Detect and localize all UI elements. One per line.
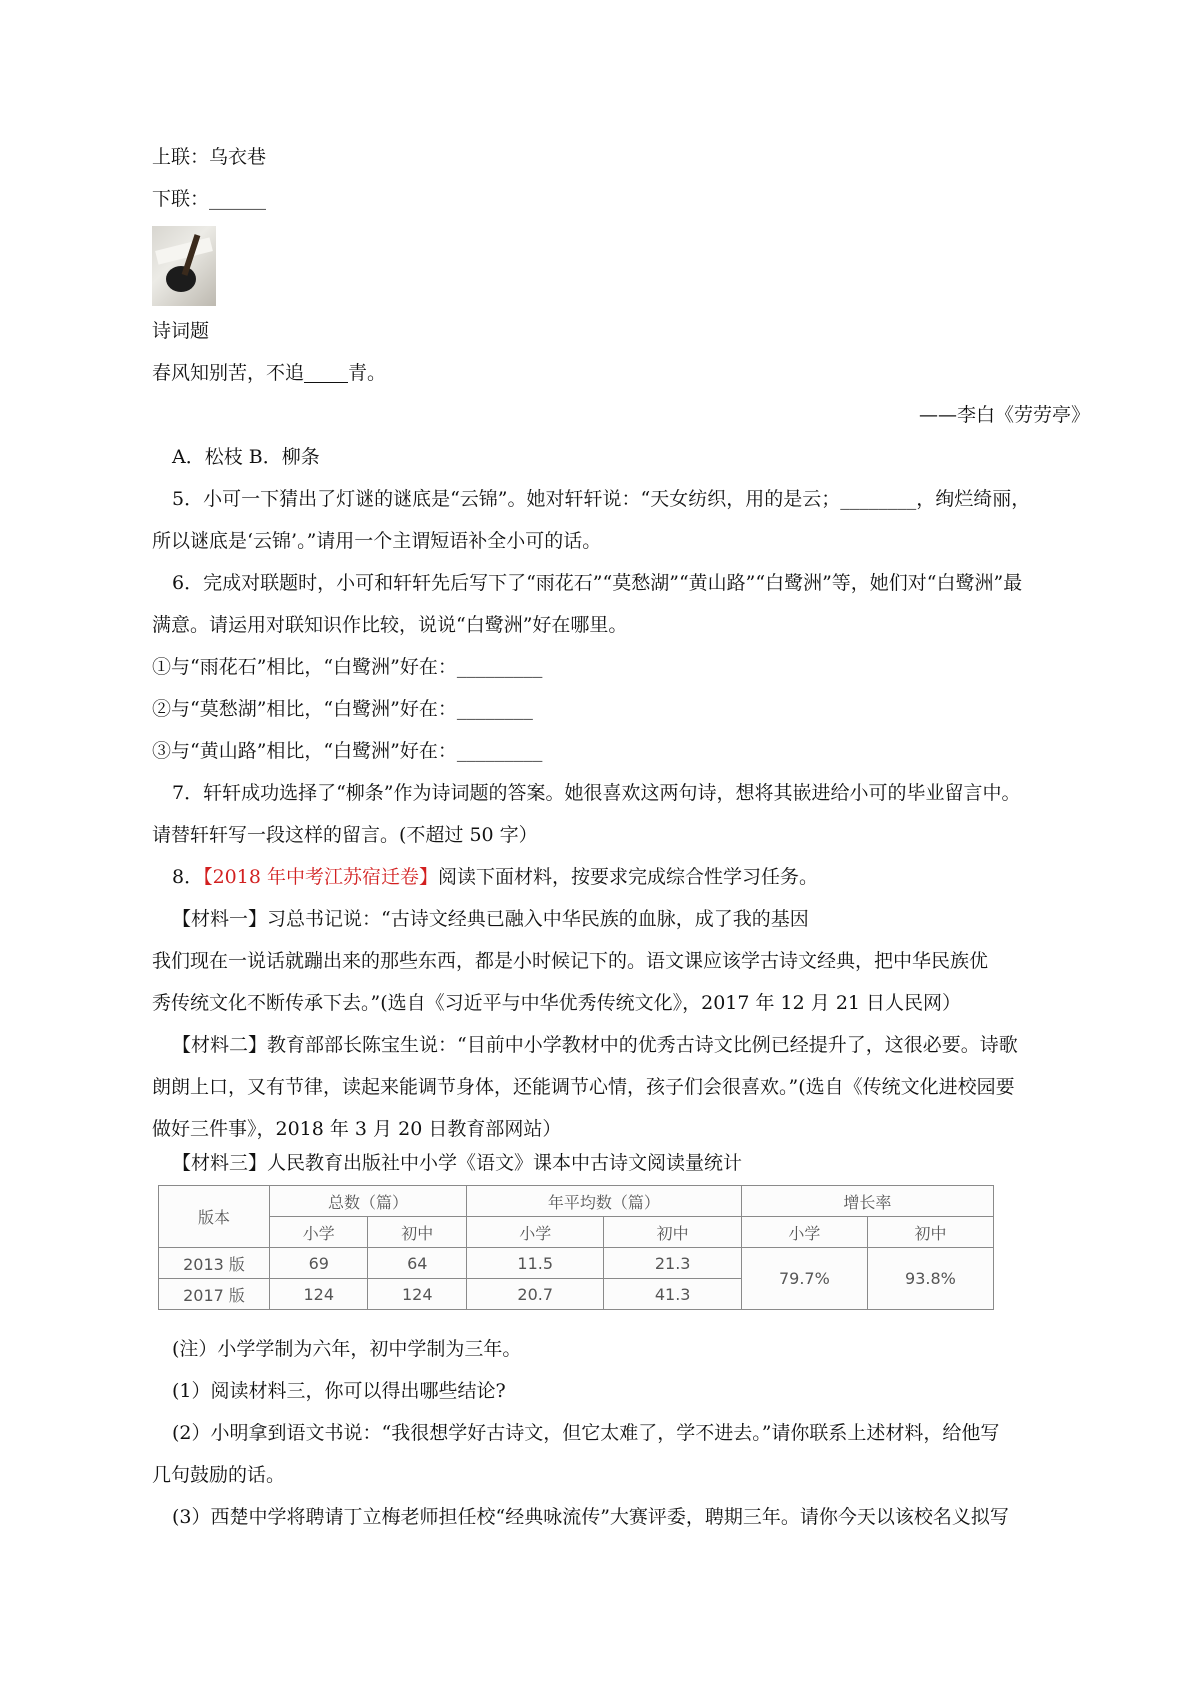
table-sub-junior: 初中 (368, 1217, 467, 1248)
poem-attribution: ——李白《劳劳亭》 (918, 404, 1090, 426)
poem-line: 春风知别苦，不追 青。 (152, 362, 387, 384)
sub-question-3: (3）西楚中学将聘请丁立梅老师担任校“经典咏流传”大赛评委，聘期三年。请你今天以该校名义拟写 (172, 1506, 1009, 1528)
material1-line2: 我们现在一说话就蹦出来的那些东西，都是小时候记下的。语文课应该学古诗文经典，把中华民族优 (152, 950, 989, 972)
material1-line1: 【材料一】习总书记说：“古诗文经典已融入中华民族的血脉，成了我的基因 (172, 908, 809, 930)
table-sub-junior: 初中 (867, 1217, 993, 1248)
poem-label: 诗词题 (152, 320, 210, 342)
q5-line2: 所以谜底是‘云锦’。”请用一个主谓短语补全小可的话。 (152, 530, 602, 552)
q8-source: 【2018 年中考江苏宿迁卷】 (203, 866, 438, 888)
poem-options: A．松枝 B．柳条 (172, 446, 320, 468)
table-sub-primary: 小学 (741, 1217, 867, 1248)
q6-answer1: ①与“雨花石”相比，“白鹭洲”好在：_________ (152, 656, 543, 678)
table-sub-primary: 小学 (270, 1217, 368, 1248)
material3-title: 【材料三】人民教育出版社中小学《语文》课本中古诗文阅读量统计 (172, 1152, 743, 1174)
q5-line1: 5．小可一下猜出了灯谜的谜底是“云锦”。她对轩轩说：“天女纺织，用的是云；________，绚烂绮丽， (172, 488, 1031, 510)
q7-line1: 7．轩轩成功选择了“柳条”作为诗词题的答案。她很喜欢这两句诗，想将其嵌进给小可的毕业留言中。 (172, 782, 1021, 804)
table-note: (注）小学学制为六年，初中学制为三年。 (172, 1338, 522, 1360)
growth-junior: 93.8% (867, 1248, 993, 1310)
table-sub-primary: 小学 (467, 1217, 604, 1248)
q6-line1: 6．完成对联题时，小可和轩轩先后写下了“雨花石”“莫愁湖”“黄山路”“白鹭洲”等，她们对“白鹭洲”最 (172, 572, 1023, 594)
q6-answer3: ③与“黄山路”相比，“白鹭洲”好在：_________ (152, 740, 543, 762)
table-header-growth: 增长率 (741, 1186, 993, 1217)
q6-line2: 满意。请运用对联知识作比较，说说“白鹭洲”好在哪里。 (152, 614, 628, 636)
q6-answer2: ②与“莫愁湖”相比，“白鹭洲”好在：________ (152, 698, 533, 720)
couplet-upper: 上联：乌衣巷 (152, 146, 267, 168)
table-header-avg: 年平均数（篇） (467, 1186, 742, 1217)
poem-blank (304, 362, 348, 383)
q7-line2: 请替轩轩写一段这样的留言。(不超过 50 字） (152, 824, 538, 846)
calligraphy-image (152, 226, 216, 306)
couplet-lower: 下联：______ (152, 188, 267, 210)
material2-line3: 做好三件事》，2018 年 3 月 20 日教育部网站） (152, 1118, 562, 1140)
material2-line1: 【材料二】教育部部长陈宝生说：“目前中小学教材中的优秀古诗文比例已经提升了，这很必要。诗歌 (172, 1034, 1018, 1056)
q8-heading: 8．【2018 年中考江苏宿迁卷】阅读下面材料，按要求完成综合性学习任务。 (172, 866, 819, 888)
sub-question-2-line1: (2）小明拿到语文书说：“我很想学好古诗文，但它太难了，学不进去。”请你联系上述材料，给他写 (172, 1422, 1000, 1444)
sub-question-2-line2: 几句鼓励的话。 (152, 1464, 286, 1486)
table-sub-junior: 初中 (604, 1217, 741, 1248)
growth-primary: 79.7% (741, 1248, 867, 1310)
table-row: 2017 版 124 124 20.7 41.3 (159, 1279, 994, 1310)
table-header-version: 版本 (159, 1186, 270, 1248)
table-header-total: 总数（篇） (270, 1186, 467, 1217)
table-row: 2013 版 69 64 11.5 21.3 79.7% 93.8% (159, 1248, 994, 1279)
material1-line3: 秀传统文化不断传承下去。”(选自《习近平与中华优秀传统文化》，2017 年 12 月 21 日人民网） (152, 992, 962, 1014)
material2-line2: 朗朗上口，又有节律，读起来能调节身体，还能调节心情，孩子们会很喜欢。”(选自《传统文化进校园要 (152, 1076, 1015, 1098)
reading-stats-table (158, 1185, 994, 1310)
sub-question-1: (1）阅读材料三，你可以得出哪些结论? (172, 1380, 506, 1402)
